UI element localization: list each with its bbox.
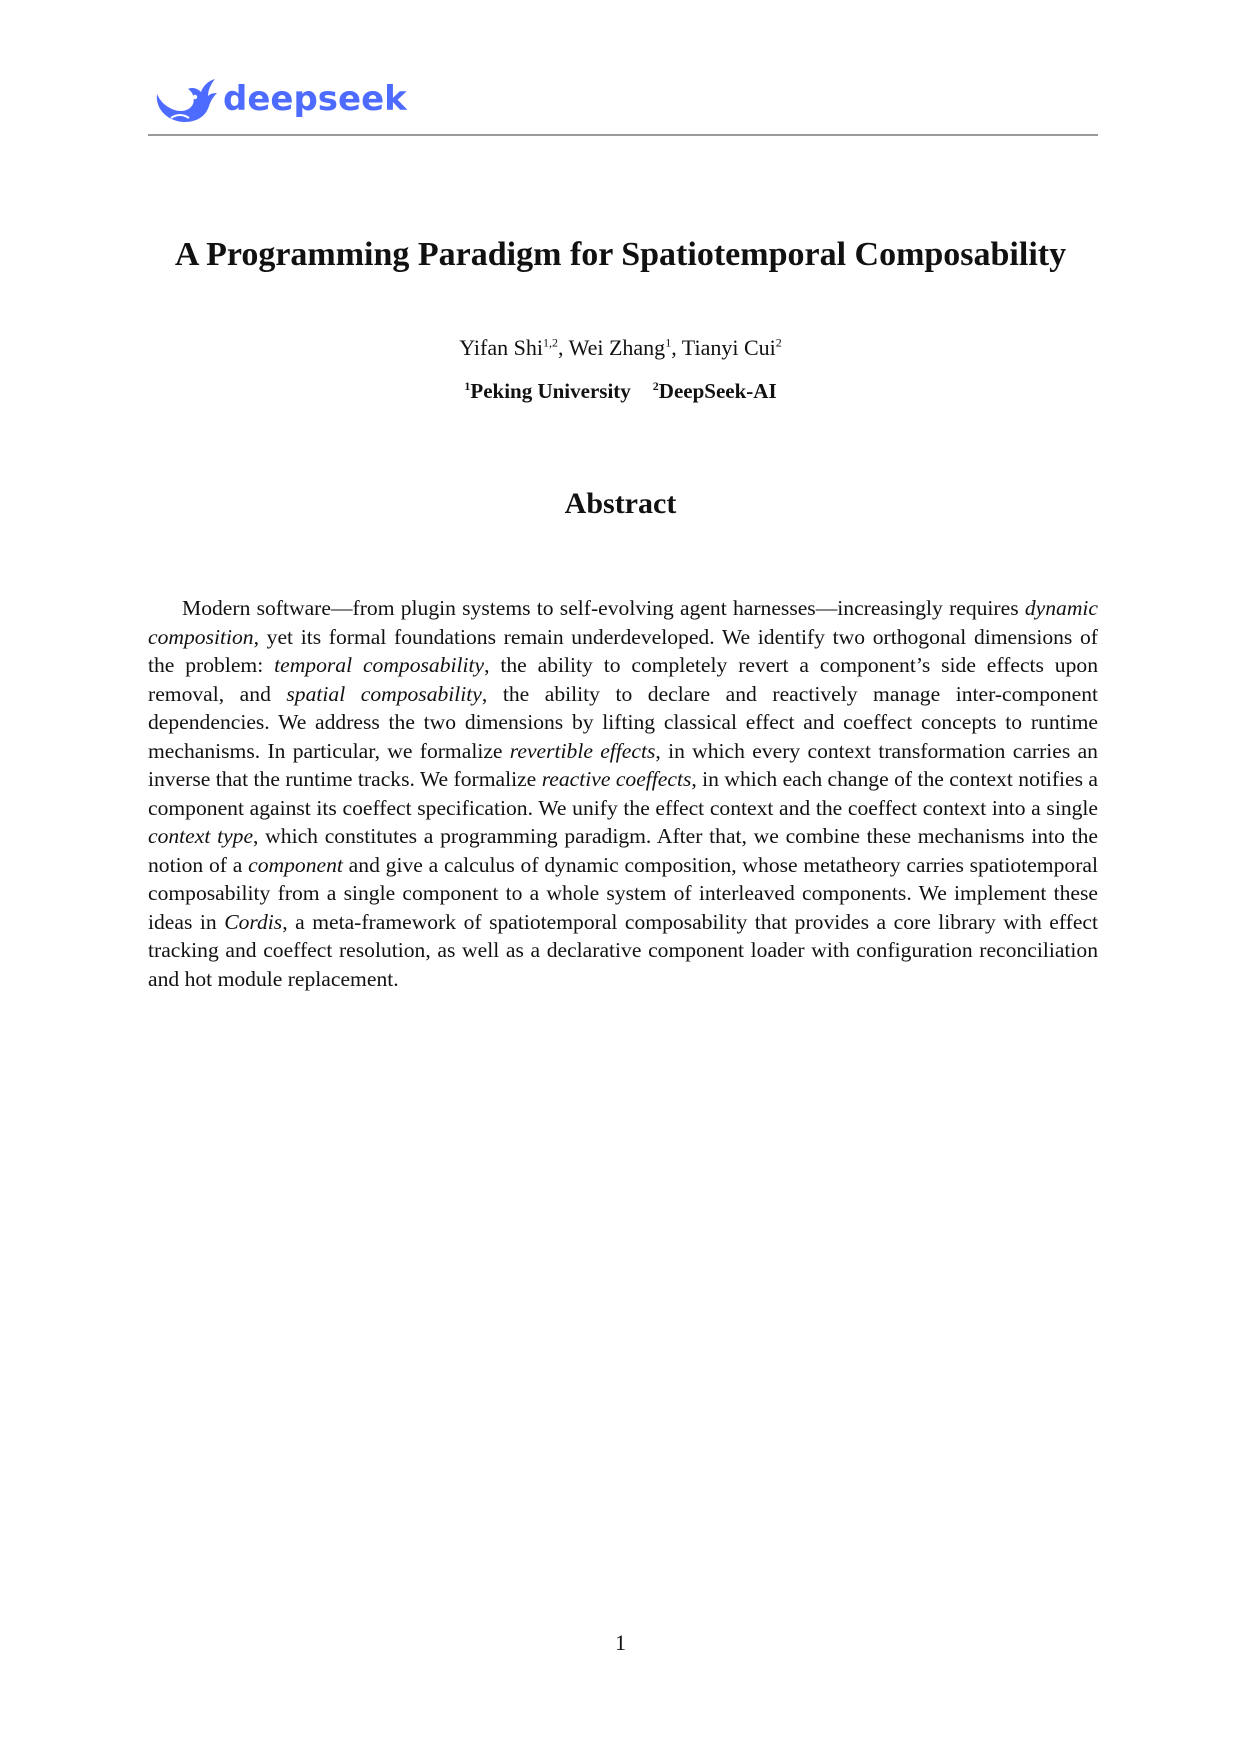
abstract-text: , the ability to declare and reactively manage inter-component dependencies. We address the two dimensions by lifting classical effect and coeffect concepts to runtime mechanisms. In particular, we formalize [148,681,1098,763]
author-name: Wei Zhang [568,335,666,360]
logo-wordmark: deepseek [223,79,407,119]
abstract-emphasis: Cordis [224,909,283,934]
paper-title: A Programming Paradigm for Spatiotemporal Composability [174,236,1067,273]
author-affiliation-mark: 2 [775,335,782,350]
abstract-text: and give a calculus of dynamic composition, whose metatheory carries spatiotemporal composability from a single component to a whole system of interleaved components. We implement these ideas in [148,852,1098,934]
abstract-heading: Abstract [564,487,677,520]
abstract-text: , the ability to completely revert a component’s side effects upon removal, and [148,653,1098,706]
abstract-text: , a meta-framework of spatiotemporal composability that provides a core library with effect tracking and coeffect resolution, as well as a declarative component loader with configuration reconciliation and hot module replacement. [148,909,1098,991]
author-name: Tianyi Cui [681,335,776,360]
affiliation-mark: 1 [464,379,471,393]
abstract-text: Modern software—from plugin systems to self-evolving agent harnesses—increasingly requires [182,596,1025,620]
author-separator: , [671,335,682,360]
author-name: Yifan Shi [459,335,543,360]
header-rule [148,134,1098,136]
abstract-body [148,594,1098,993]
author-separator: , [557,335,569,360]
abstract-emphasis: dynamic composition [148,596,1098,649]
abstract-emphasis: spatial composability [286,681,482,706]
deepseek-logo [151,76,407,126]
affiliation-mark: 2 [652,379,659,393]
author-affiliation-mark: 1 [665,335,672,350]
abstract-text: , in which every context transformation carries an inverse that the runtime tracks. We formalize [148,738,1098,791]
abstract-emphasis: revertible effects [509,738,656,763]
affiliation-list [0,379,1241,404]
abstract-emphasis: context type [148,824,254,848]
abstract-text: , which constitutes a programming paradigm. After that, we combine these mechanisms into the notion of a [148,824,1098,877]
deepseek-whale-icon [151,76,219,126]
abstract-text: , in which each change of the context notifies a component against its coeffect specification. We unify the effect context and the coeffect context into a single [148,767,1099,820]
abstract-text: , yet its formal foundations remain underdeveloped. We identify two orthogonal dimensions of the problem: [148,624,1098,677]
affiliation-name: DeepSeek-AI [658,379,777,403]
author-affiliation-mark: 1,2 [542,335,558,350]
page-number: 1 [615,1630,626,1655]
page-header [148,68,1098,138]
author-list [0,335,1241,361]
abstract-emphasis: reactive coeffects [541,767,692,791]
affiliation-name: Peking University [470,379,631,403]
abstract-emphasis: temporal composability [274,653,485,677]
abstract-emphasis: component [248,852,343,877]
